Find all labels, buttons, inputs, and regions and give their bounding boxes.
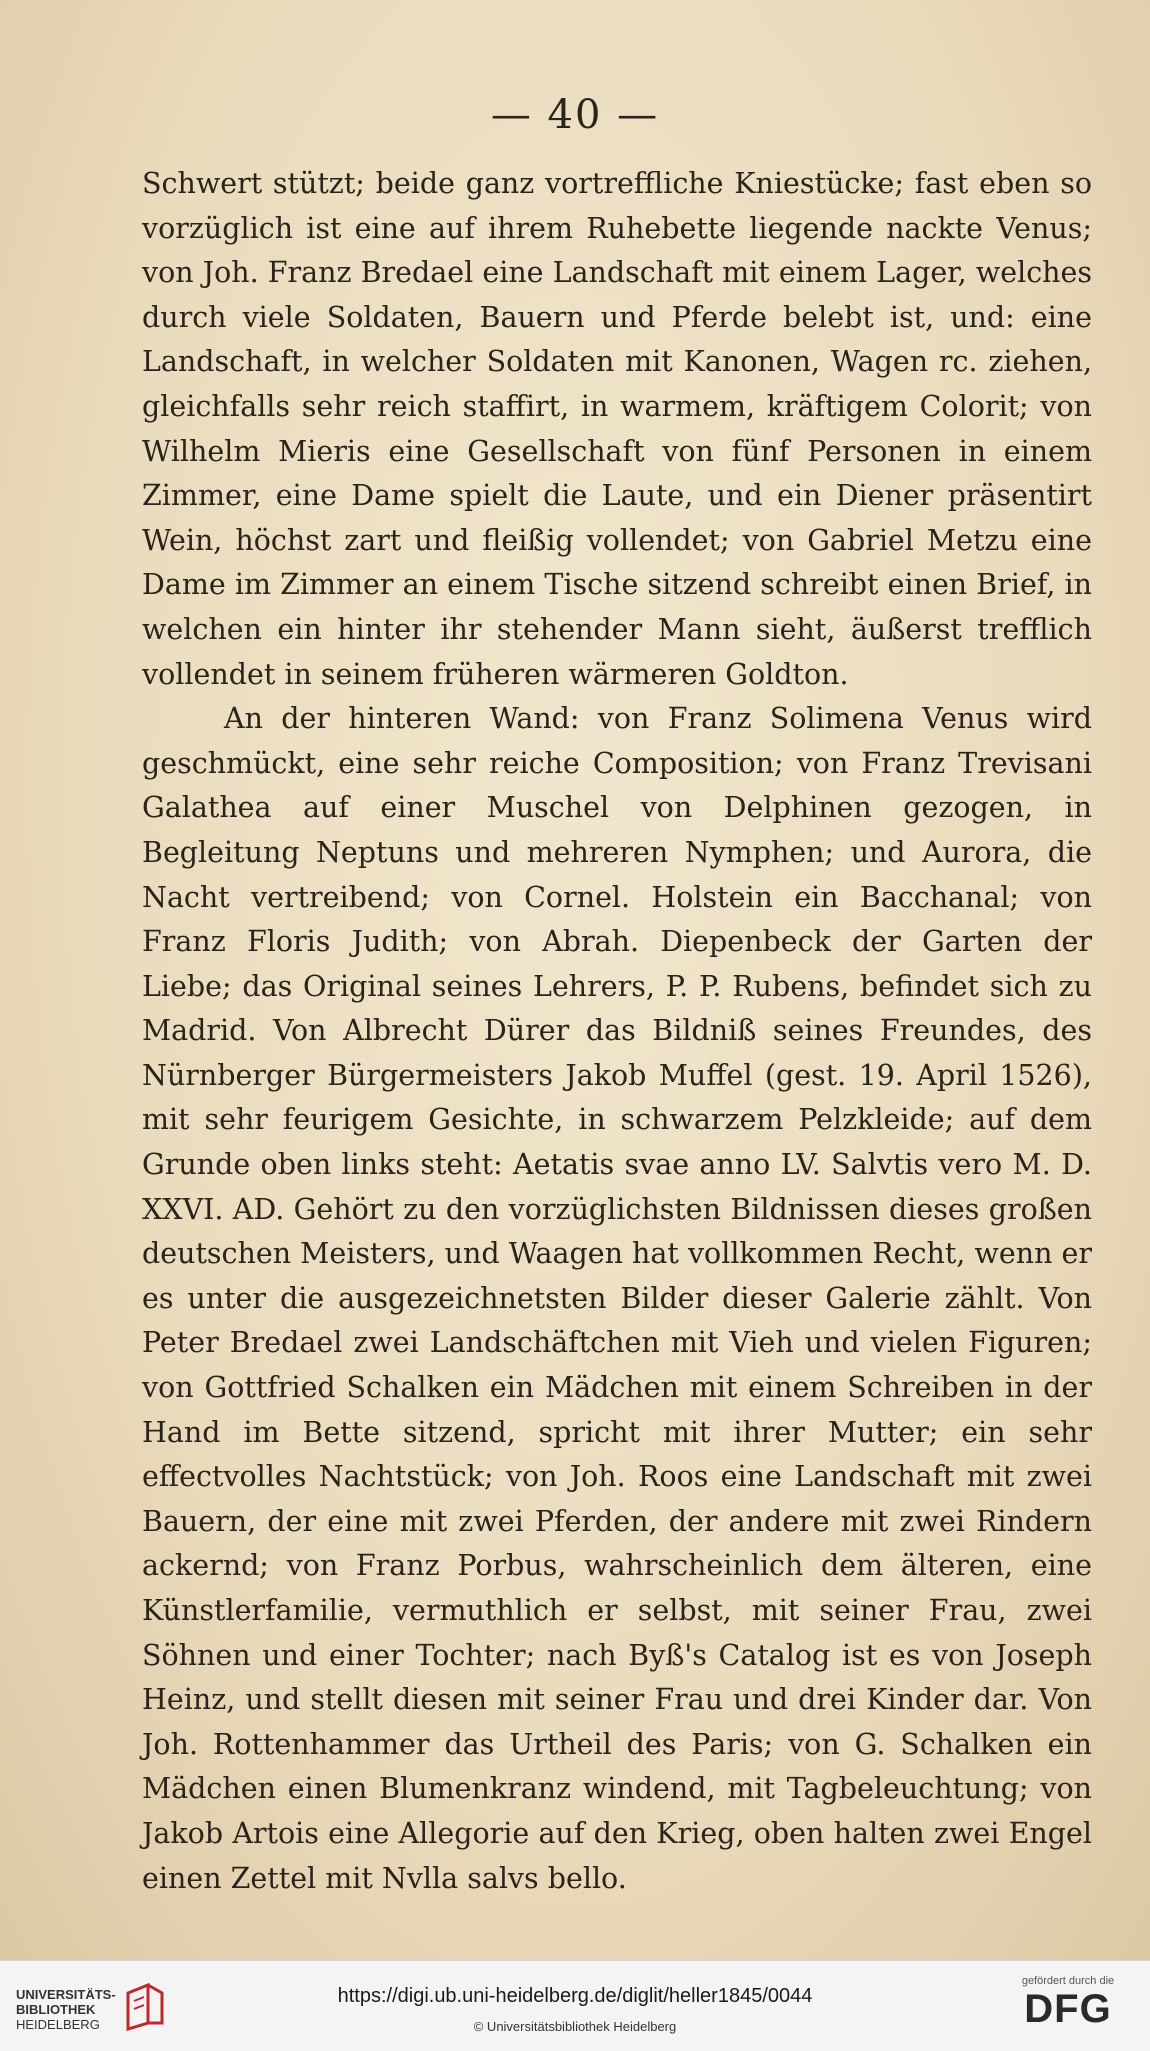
document-url-link[interactable]: https://digi.ub.uni-heidelberg.de/diglit/heller1845/0044 bbox=[337, 1985, 813, 2007]
paragraph-2: An der hinteren Wand: von Franz Solimena Venus wird geschmückt, eine sehr reiche Composition; von Franz Trevisani Galathea auf einer Muschel von Delphinen gezogen, in Begleitung Neptuns und mehreren Nymphen; und Aurora, die Nacht vertreibend; von Cornel. Holstein ein Bacchanal; von Franz Floris Judith; von Abrah. Diepenbeck der Garten der Liebe; das Original seines Lehrers, P. P. Rubens, befindet sich zu Madrid. Von Albrecht Dürer das Bildniß seines Freundes, des Nürnberger Bürgermeisters Jakob Muffel (gest. 19. April 1526), mit sehr feurigem Gesichte, in schwarzem Pelzkleide; auf dem Grunde oben links steht: Aetatis svae anno LV. Salvtis vero M. D. XXVI. AD. Gehört zu den vorzüglichsten Bildnissen dieses großen deutschen Meisters, und Waagen hat vollkommen Recht, wenn er es unter die ausgezeichnetsten Bilder dieser Galerie zählt. Von Peter Bredael zwei Landschäftchen mit Vieh und vielen Figuren; von Gottfried Schalken ein Mädchen mit einem Schreiben in der Hand im Bette sitzend, spricht mit ihrer Mutter; ein sehr effectvolles Nachtstück; von Joh. Roos eine Landschaft mit zwei Bauern, der eine mit zwei Pferden, der andere mit zwei Rindern ackernd; von Franz Porbus, wahrscheinlich dem älteren, eine Künstlerfamilie, vermuthlich er selbst, mit seiner Frau, zwei Söhnen und einer Tochter; nach Byß's Catalog ist es von Joseph Heinz, und stellt diesen mit seiner Frau und drei Kinder dar. Von Joh. Rottenhammer das Urtheil des Paris; von G. Schalken ein Mädchen einen Blumenkranz windend, mit Tagbeleuchtung; von Jakob Artois eine Allegorie auf den Krieg, oben halten zwei Engel einen Zettel mit Nvlla salvs bello. bbox=[142, 702, 1092, 1895]
dfg-funding-badge[interactable] bbox=[1008, 1975, 1128, 2031]
funding-caption: gefördert durch die bbox=[1021, 1975, 1115, 1987]
logo-line-2: BIBLIOTHEK bbox=[16, 2002, 96, 2017]
page-number: — 40 — bbox=[490, 92, 660, 138]
body-text bbox=[142, 162, 1092, 1901]
dfg-logo: DFG bbox=[1024, 1987, 1112, 2031]
logo-line-1: UNIVERSITÄTS- bbox=[16, 1987, 116, 2002]
logo-line-3: HEIDELBERG bbox=[16, 2017, 100, 2032]
paragraph-1: Schwert stützt; beide ganz vortreffliche Kniestücke; fast eben so vorzüglich ist eine auf ihrem Ruhebette liegende nackte Venus; von Joh. Franz Bredael eine Landschaft mit einem Lager, welches durch viele Soldaten, Bauern und Pferde belebt ist, und: eine Landschaft, in welcher Soldaten mit Kanonen, Wagen rc. ziehen, gleichfalls sehr reich staffirt, in warmem, kräftigem Colorit; von Wilhelm Mieris eine Gesellschaft von fünf Personen in einem Zimmer, eine Dame spielt die Laute, und ein Diener präsentirt Wein, höchst zart und fleißig vollendet; von Gabriel Metzu eine Dame im Zimmer an einem Tische sitzend schreibt einen Brief, in welchen ein hinter ihr stehender Mann sieht, äußerst trefflich vollendet in seinem früheren wärmeren Goldton. bbox=[142, 167, 1092, 691]
copyright-text: © Universitätsbibliothek Heidelberg bbox=[473, 2019, 677, 2034]
viewer-footer bbox=[0, 1960, 1150, 2051]
